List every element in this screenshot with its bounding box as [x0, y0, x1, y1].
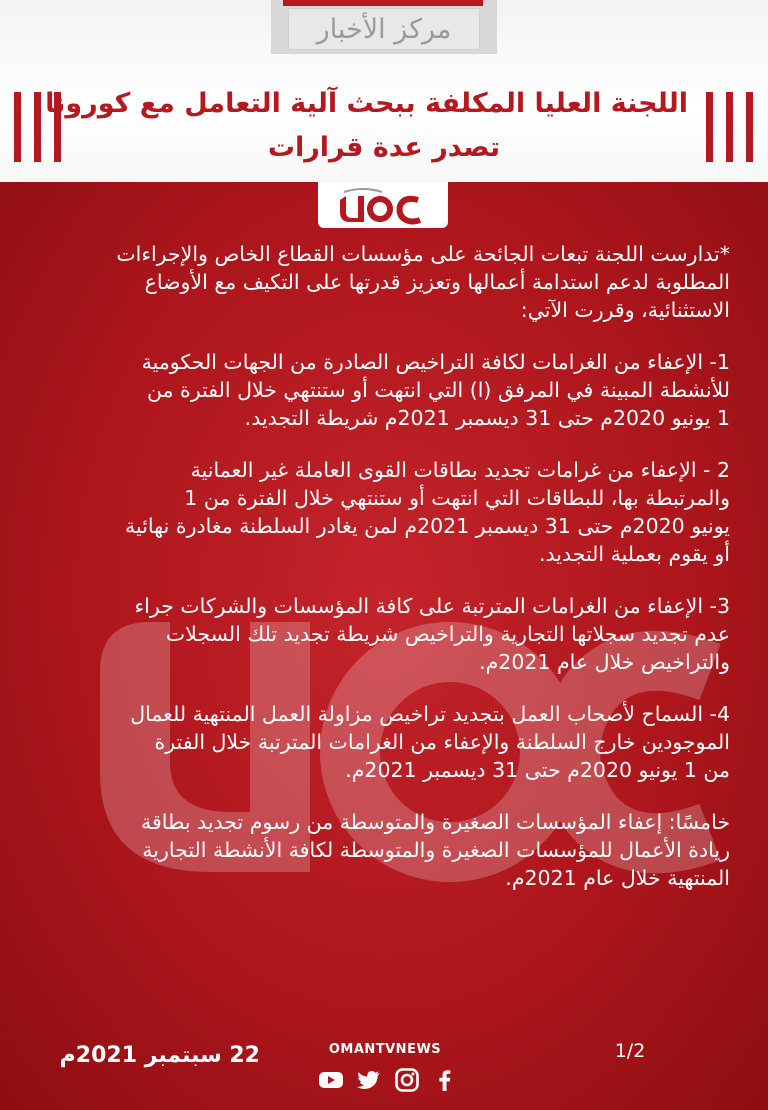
youtube-icon[interactable] [318, 1067, 344, 1093]
decision-item-3 [38, 592, 730, 676]
headline-line-1: اللجنة العليا المكلفة ببحث آلية التعامل مع كورونا [45, 88, 688, 119]
text-line: الموجودين خارج السلطنة والإعفاء من الغرامات المترتبة خلال الفترة [154, 730, 730, 754]
text-line: للأنشطة المبينة في المرفق (ا) التي انتهت أو ستنتهي خلال الفترة من [146, 378, 730, 402]
text-line: أو يقوم بعملية التجديد. [538, 542, 730, 566]
text-line: 1- الإعفاء من الغرامات لكافة التراخيص الصادرة من الجهات الحكومية [141, 350, 730, 374]
logo-tab [318, 182, 448, 228]
decision-item-5 [38, 808, 730, 892]
text-line: والمرتبطة بها، للبطاقات التي انتهت أو ستنتهي خلال الفترة من 1 [184, 486, 730, 510]
page-indicator: 1/2 [614, 1040, 646, 1062]
text-line: من 1 يونيو 2020م حتى 31 ديسمبر 2021م. [345, 758, 730, 782]
decision-item-4 [38, 700, 730, 784]
social-icons [318, 1066, 458, 1094]
headline-line-2: تصدر عدة قرارات [267, 132, 501, 163]
text-line: *تدارست اللجنة تبعات الجائحة على مؤسسات القطاع الخاص والإجراءات [116, 242, 730, 266]
publish-date: 22 سبتمبر 2021م [59, 1043, 260, 1068]
text-line: عدم تجديد سجلاتها التجارية والتراخيص شريطة تجديد تلك السجلات [165, 622, 730, 646]
text-line: 4- السماح لأصحاب العمل بتجديد تراخيص مزاولة العمل المنتهية للعمال [130, 702, 730, 726]
text-line: الاستثنائية، وقررت الآتي: [520, 298, 730, 322]
text-line: والتراخيص خلال عام 2021م. [479, 650, 730, 674]
tag-accent-bar [283, 0, 483, 6]
announcement-body [38, 240, 730, 916]
text-line: 3- الإعفاء من الغرامات المترتبة على كافة المؤسسات والشركات جراء [134, 594, 730, 618]
headline [45, 82, 688, 170]
text-line: 2 - الإعفاء من غرامات تجديد بطاقات القوى العاملة غير العمانية [190, 458, 730, 482]
social-handle: OMANTVNEWS [328, 1042, 442, 1057]
twitter-icon[interactable] [356, 1067, 382, 1093]
facebook-icon[interactable] [432, 1067, 458, 1093]
text-line: ريادة الأعمال للمؤسسات الصغيرة والمتوسطة لكافة الأنشطة التجارية [142, 838, 730, 862]
text-line: خامسًا: إعفاء المؤسسات الصغيرة والمتوسطة من رسوم تجديد بطاقة [140, 810, 730, 834]
text-line: المطلوبة لدعم استدامة أعمالها وتعزيز قدرتها على التكيف مع الأوضاع [144, 270, 730, 294]
text-line: المنتهية خلال عام 2021م. [505, 866, 730, 890]
intro-paragraph [38, 240, 730, 324]
decision-item-1 [38, 348, 730, 432]
text-line: يونيو 2020م حتى 31 ديسمبر 2021م لمن يغادر السلطنة مغادرة نهائية [125, 514, 730, 538]
oman-tv-logo [318, 182, 448, 228]
instagram-icon[interactable] [394, 1067, 420, 1093]
text-line: 1 يونيو 2020م حتى 31 ديسمبر 2021م شريطة التجديد. [244, 406, 730, 430]
section-tag: مركز الأخبار [288, 8, 480, 50]
decorative-bars-right [706, 92, 754, 162]
decision-item-2 [38, 456, 730, 568]
